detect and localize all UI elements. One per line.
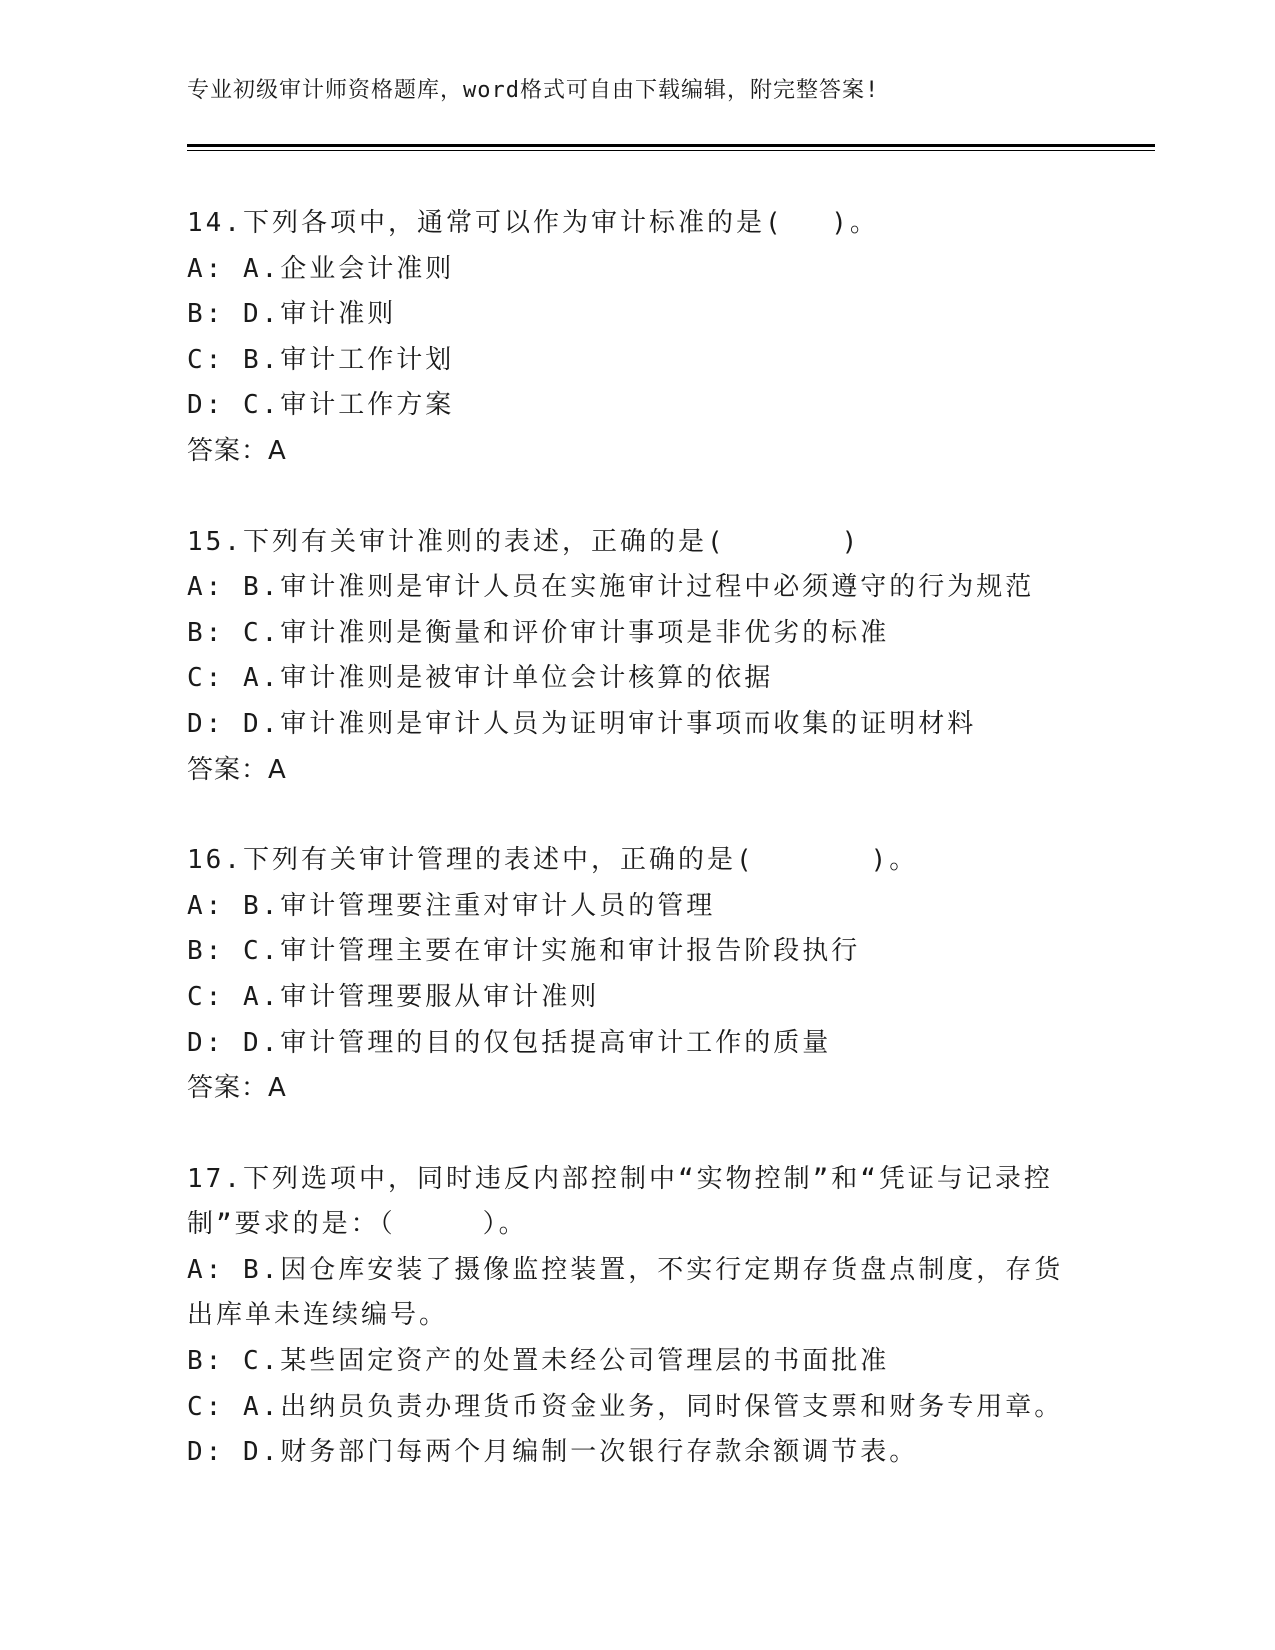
option-d: D: C.审计工作方案	[187, 390, 455, 421]
question-stem: 15.下列有关审计准则的表述，正确的是( )	[187, 526, 861, 557]
option-c: C: B.审计工作计划	[187, 344, 455, 375]
page-header: 专业初级审计师资格题库，word格式可自由下载编辑，附完整答案!	[187, 78, 880, 103]
option-b: B: C.审计准则是衡量和评价审计事项是非优劣的标准	[187, 617, 890, 648]
option-a: A: B.审计管理要注重对审计人员的管理	[187, 890, 716, 921]
question-list	[187, 201, 1087, 1521]
question-16	[187, 838, 1087, 1112]
answer: 答案：A	[187, 1073, 287, 1104]
option-a: A: B.审计准则是审计人员在实施审计过程中必须遵守的行为规范	[187, 572, 1035, 603]
option-c: C: A.审计管理要服从审计准则	[187, 981, 600, 1012]
option-a: A: A.企业会计准则	[187, 253, 455, 284]
option-b: B: C.某些固定资产的处置未经公司管理层的书面批准	[187, 1346, 890, 1377]
option-b: B: D.审计准则	[187, 299, 397, 330]
question-stem: 17.下列选项中，同时违反内部控制中“实物控制”和“凭证与记录控制”要求的是：（ ）。	[187, 1163, 1053, 1240]
answer: 答案：A	[187, 435, 287, 466]
question-17	[187, 1157, 1087, 1476]
header-rule-thin	[187, 150, 1155, 151]
option-d: D: D.审计管理的目的仅包括提高审计工作的质量	[187, 1027, 832, 1058]
option-b: B: C.审计管理主要在审计实施和审计报告阶段执行	[187, 936, 861, 967]
answer: 答案：A	[187, 754, 287, 785]
option-a: A: B.因仓库安装了摄像监控装置，不实行定期存货盘点制度，存货出库单未连续编号。	[187, 1254, 1064, 1331]
question-15	[187, 520, 1087, 794]
question-stem: 14.下列各项中，通常可以作为审计标准的是( )。	[187, 208, 879, 238]
question-stem: 16.下列有关审计管理的表述中，正确的是( )。	[187, 845, 919, 876]
option-d: D: D.财务部门每两个月编制一次银行存款余额调节表。	[187, 1437, 919, 1468]
header-rule-thick	[187, 144, 1155, 147]
option-c: C: A.审计准则是被审计单位会计核算的依据	[187, 663, 774, 694]
option-d: D: D.审计准则是审计人员为证明审计事项而收集的证明材料	[187, 708, 977, 739]
option-c: C: A.出纳员负责办理货币资金业务，同时保管支票和财务专用章。	[187, 1391, 1064, 1422]
question-14	[187, 201, 1087, 475]
